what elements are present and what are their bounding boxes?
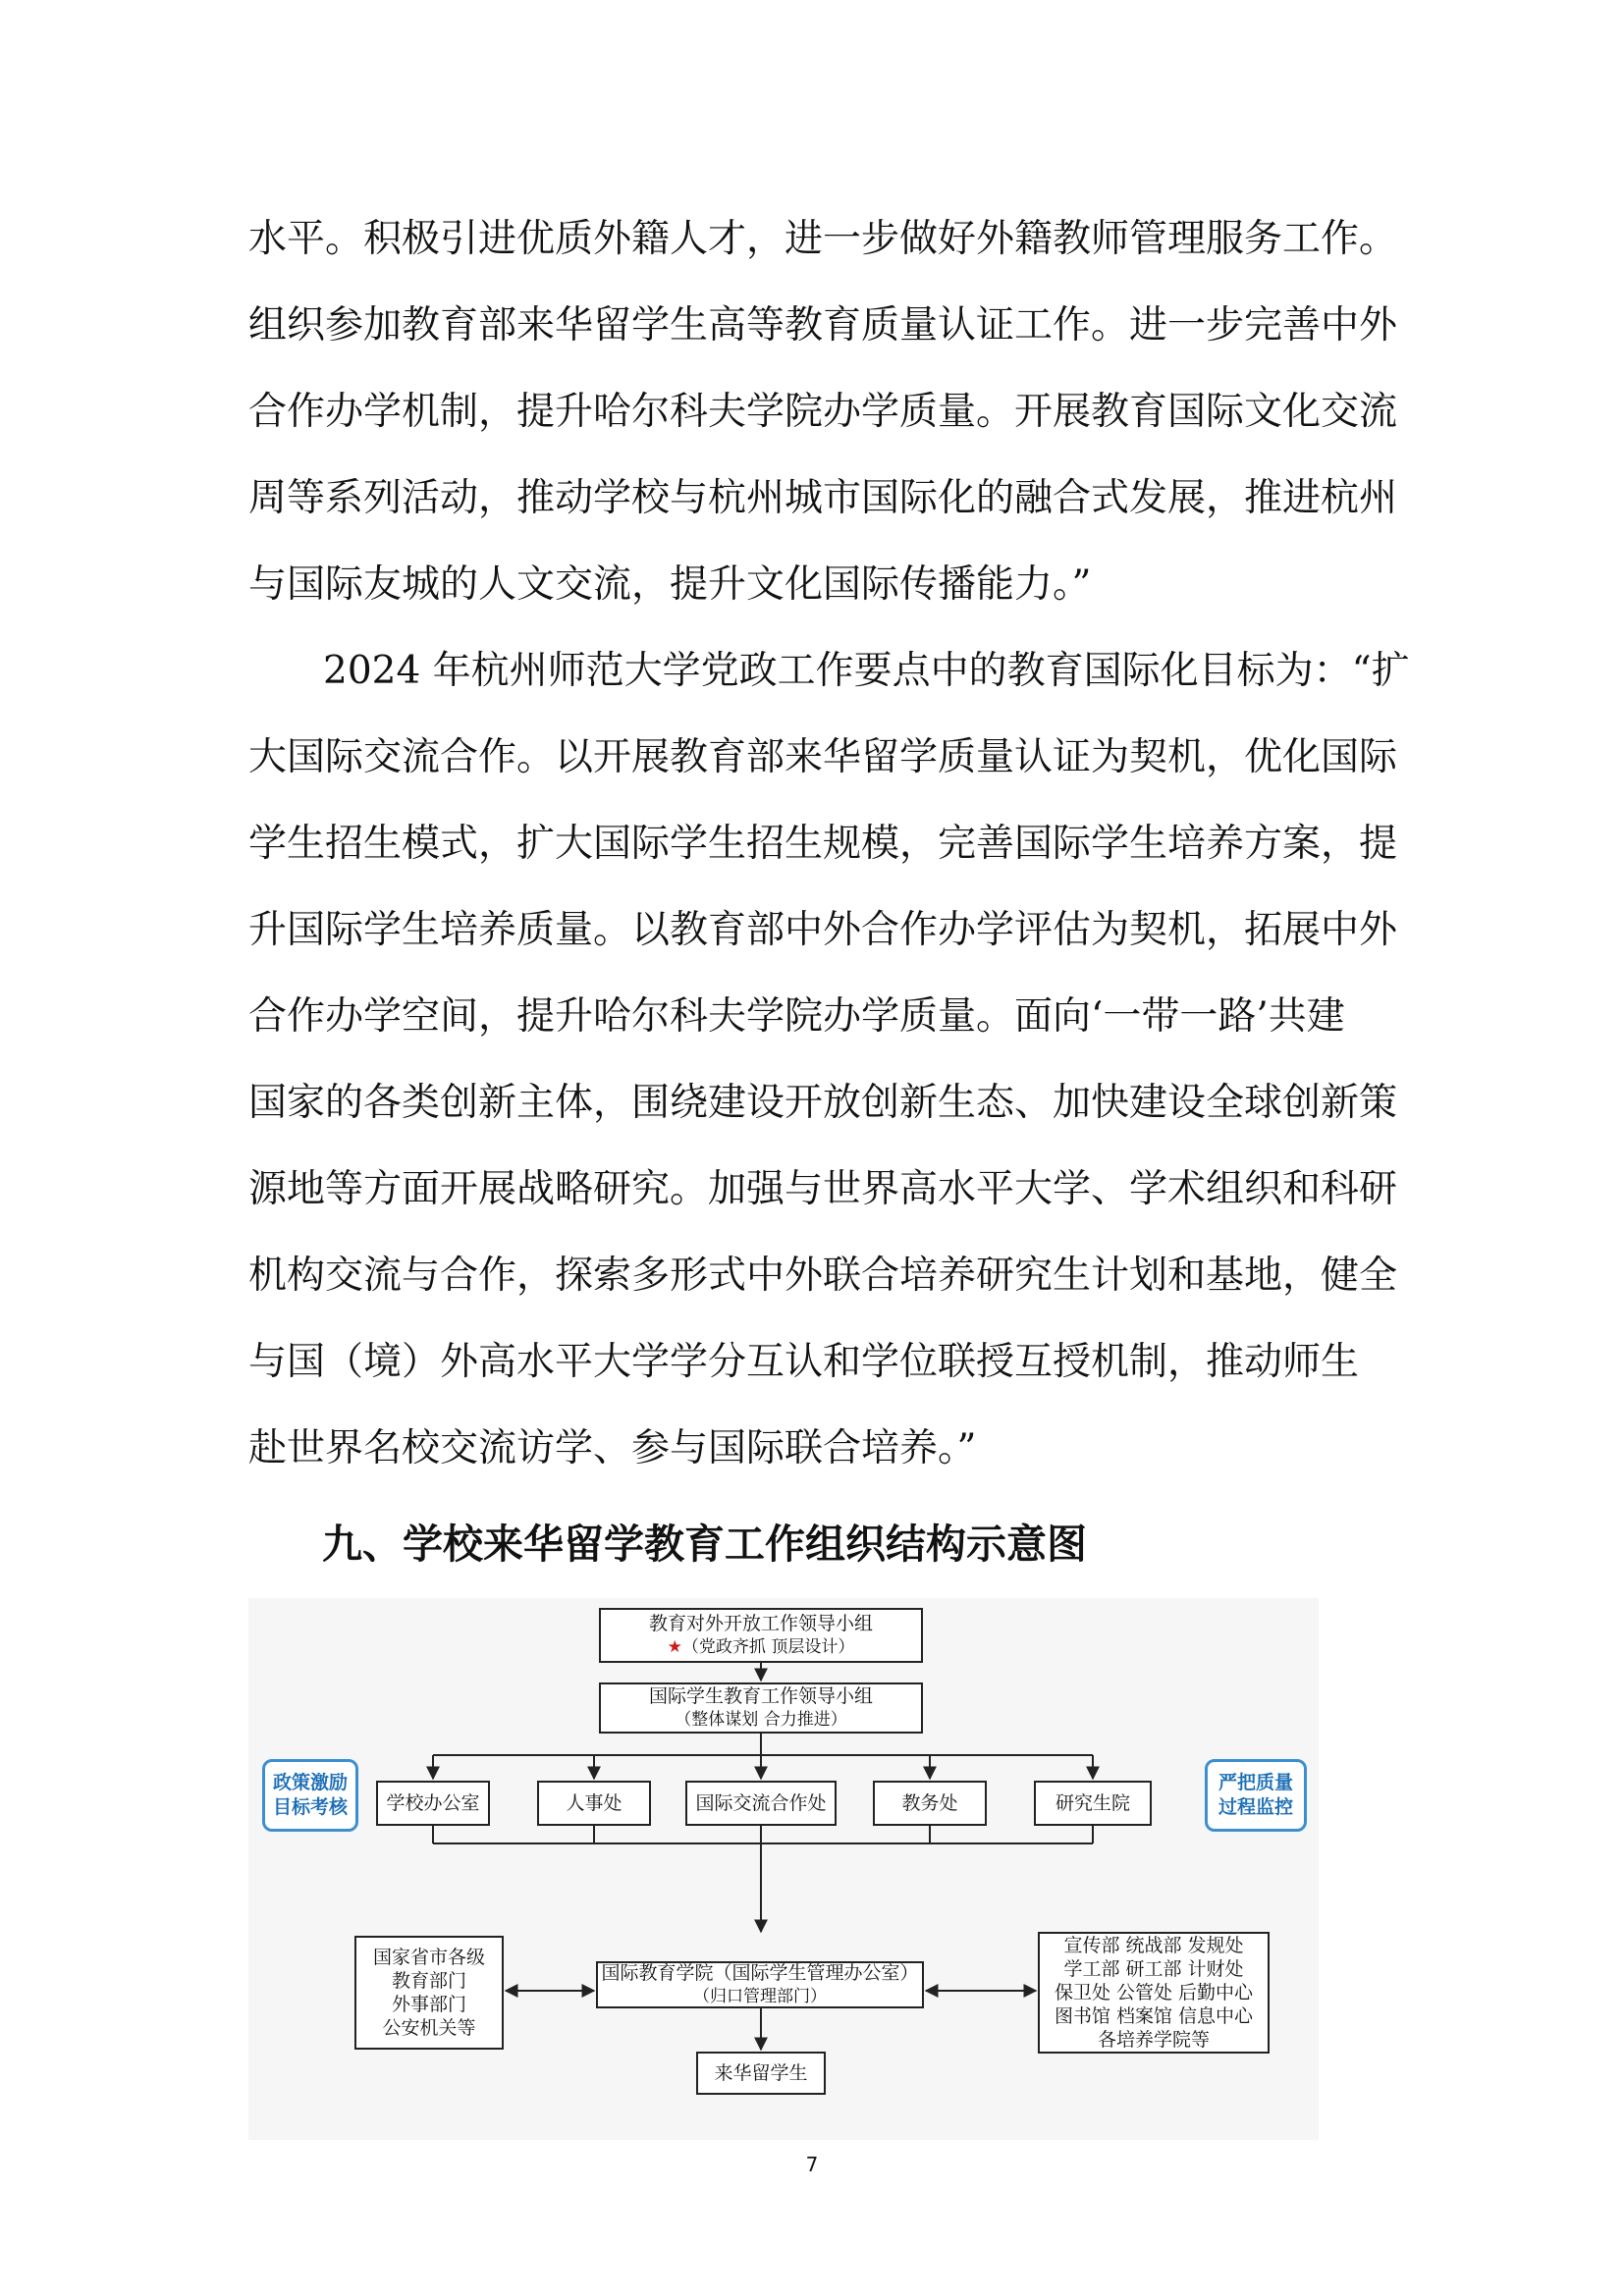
org-dept-hr: 人事处 <box>537 1781 651 1826</box>
org-node-top-subtitle: （党政齐抓 顶层设计） <box>681 1637 855 1657</box>
text-line: 升国际学生培养质量。以教育部中外合作办学评估为契机，拓展中外 <box>248 908 1398 952</box>
text-line: 国家的各类创新主体，围绕建设开放创新生态、加快建设全球创新策 <box>248 1081 1398 1125</box>
org-node-top <box>599 1608 923 1663</box>
org-dept-school-office: 学校办公室 <box>376 1781 490 1826</box>
section-heading: 九、学校来华留学教育工作组织结构示意图 <box>322 1521 1087 1568</box>
left-tag-line: 目标考核 <box>272 1796 348 1818</box>
org-node-top-title: 教育对外开放工作领导小组 <box>648 1613 873 1634</box>
org-node-second-title: 国际学生教育工作领导小组 <box>648 1685 873 1707</box>
text-line: 与国（境）外高水平大学学分互认和学位联授互授机制，推动师生 <box>248 1340 1360 1384</box>
org-dept-intl-exchange: 国际交流合作处 <box>685 1781 837 1826</box>
text-line: 机构交流与合作，探索多形式中外联合培养研究生计划和基地，健全 <box>248 1254 1398 1298</box>
right-side-tag <box>1205 1759 1307 1832</box>
org-node-center-title: 国际教育学院（国际学生管理办公室） <box>601 1962 919 1984</box>
left-side-tag <box>262 1759 358 1832</box>
text-line: 组织参加教育部来华留学生高等教育质量认证工作。进一步完善中外 <box>248 303 1398 347</box>
org-chart-figure <box>248 1598 1319 2140</box>
org-node-bottom: 来华留学生 <box>696 2052 826 2095</box>
org-dept-graduate-school: 研究生院 <box>1034 1781 1152 1826</box>
star-icon: ★ <box>667 1637 682 1657</box>
text-line: 周等系列活动，推动学校与杭州城市国际化的融合式发展，推进杭州 <box>248 476 1398 520</box>
org-node-second-subtitle: （整体谋划 合力推进） <box>675 1710 847 1730</box>
text-line: 合作办学空间，提升哈尔科夫学院办学质量。面向‘一带一路’共建 <box>248 994 1345 1039</box>
right-tag-line: 严把质量 <box>1218 1772 1293 1793</box>
org-node-second <box>599 1682 923 1734</box>
org-node-center <box>596 1961 924 2008</box>
org-node-external-depts: 国家省市各级 教育部门 外事部门 公安机关等 <box>354 1936 504 2050</box>
org-node-partner-units: 宣传部 统战部 发规处 学工部 研工部 计财处 保卫处 公管处 后勤中心 图书馆 档案馆 信息中心 各培养学院等 <box>1038 1932 1270 2054</box>
text-line: 水平。积极引进优质外籍人才，进一步做好外籍教师管理服务工作。 <box>248 217 1398 261</box>
text-line: 学生招生模式，扩大国际学生招生规模，完善国际学生培养方案，提 <box>248 822 1398 866</box>
right-tag-line: 过程监控 <box>1218 1796 1293 1818</box>
org-node-center-subtitle: （归口管理部门） <box>693 1987 827 2006</box>
left-tag-line: 政策激励 <box>272 1772 348 1793</box>
text-line: 源地等方面开展战略研究。加强与世界高水平大学、学术组织和科研 <box>248 1167 1398 1211</box>
text-line: 2024 年杭州师范大学党政工作要点中的教育国际化目标为：“扩 <box>323 649 1410 693</box>
text-line: 大国际交流合作。以开展教育部来华留学质量认证为契机，优化国际 <box>248 735 1398 779</box>
text-line: 赴世界名校交流访学、参与国际联合培养。” <box>248 1426 977 1470</box>
text-line: 合作办学机制，提升哈尔科夫学院办学质量。开展教育国际文化交流 <box>248 390 1398 434</box>
org-dept-academic-affairs: 教务处 <box>873 1781 987 1826</box>
page-number: 7 <box>805 2153 819 2176</box>
text-line: 与国际友城的人文交流，提升文化国际传播能力。” <box>248 562 1092 607</box>
